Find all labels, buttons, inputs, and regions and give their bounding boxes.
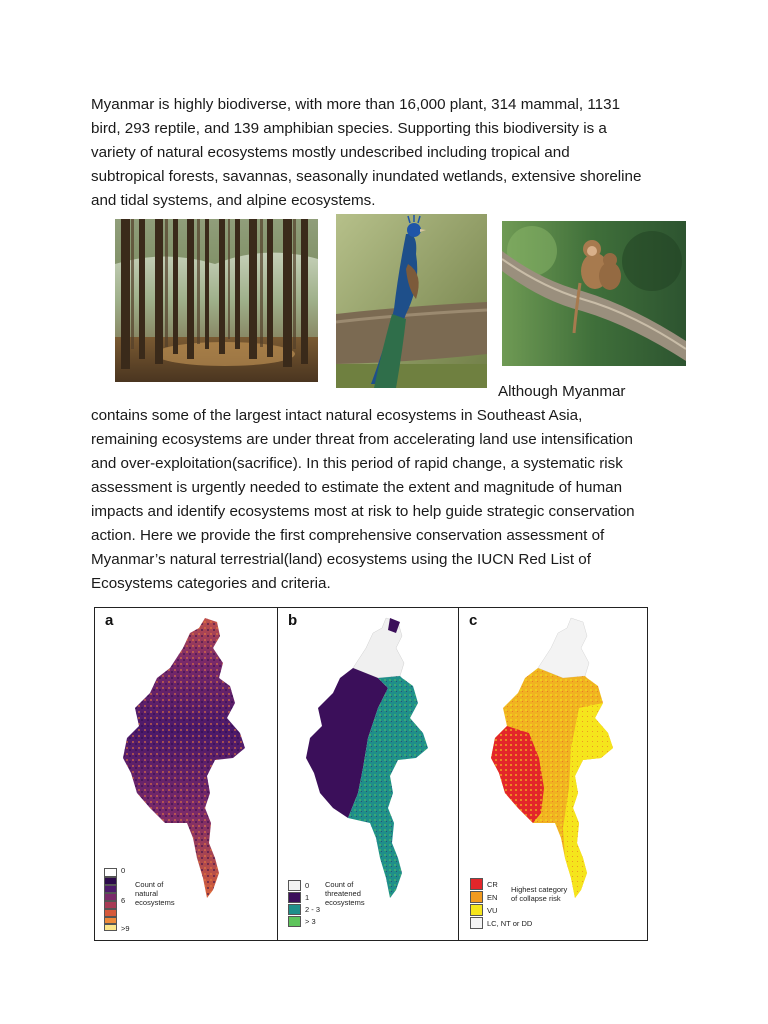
legend-swatch	[104, 924, 117, 931]
text-line: impacts and identify ecosystems most at risk to help guide strategic conservation	[91, 503, 635, 520]
panel-letter-a: a	[105, 612, 114, 629]
paragraph-inline-start: Although Myanmar	[498, 383, 626, 400]
text-line: variety of natural ecosystems mostly undescribed including tropical and	[91, 144, 570, 161]
panel-b-threatened-ecosystems	[278, 608, 459, 940]
intro-paragraph	[91, 93, 691, 213]
threat-paragraph	[91, 404, 691, 596]
legend-swatch	[288, 904, 301, 915]
monkey-photo	[502, 221, 686, 366]
legend-title: ecosystems	[135, 898, 175, 907]
panel-a-natural-ecosystems	[95, 608, 278, 940]
text-line: action. Here we provide the first comprehensive conservation assessment of	[91, 527, 605, 544]
legend-label: >9	[121, 924, 130, 933]
myanmar-map-figure	[94, 607, 648, 941]
legend-label: 0	[305, 881, 310, 890]
text-line: contains some of the largest intact natural ecosystems in Southeast Asia,	[91, 407, 583, 424]
legend-title: ecosystems	[325, 898, 365, 907]
legend-label: 0	[121, 866, 126, 875]
legend-swatch	[288, 916, 301, 927]
panel-letter-b: b	[288, 612, 298, 629]
legend-swatch	[104, 885, 117, 893]
legend-label: 6	[121, 896, 126, 905]
legend-swatch	[104, 877, 117, 885]
legend-label: > 3	[305, 917, 316, 926]
map-a	[95, 608, 277, 939]
legend-swatch	[104, 901, 117, 909]
legend-swatch	[104, 868, 117, 877]
legend-swatch	[470, 878, 483, 890]
forest-photo	[115, 219, 318, 382]
text-line: and over-exploitation(sacrifice). In this period of rapid change, a systematic risk	[91, 455, 623, 472]
text-line: remaining ecosystems are under threat from accelerating land use intensification	[91, 431, 633, 448]
legend-swatch	[288, 880, 301, 891]
text-line: Myanmar is highly biodiverse, with more than 16,000 plant, 314 mammal, 1131	[91, 96, 621, 113]
legend-swatch	[470, 917, 483, 929]
legend-swatch	[288, 892, 301, 903]
text-line: subtropical forests, savannas, seasonally inundated wetlands, extensive shoreline	[91, 168, 642, 185]
text-line: bird, 293 reptile, and 139 amphibian species. Supporting this biodiversity is a	[91, 120, 607, 137]
legend-label: CR	[487, 880, 498, 889]
legend-label: 1	[305, 893, 310, 902]
peacock-photo	[336, 214, 487, 388]
legend-title: of collapse risk	[511, 894, 561, 903]
legend-title: Count of	[325, 880, 354, 889]
legend-swatch	[104, 893, 117, 901]
legend-label: EN	[487, 893, 498, 902]
legend-title: Highest category	[511, 885, 568, 894]
legend-label: LC, NT or DD	[487, 919, 533, 928]
text-line: assessment is urgently needed to estimate the extent and magnitude of human	[91, 479, 623, 496]
legend-swatch	[104, 909, 117, 917]
legend-title: Count of	[135, 880, 164, 889]
legend-label: 2 - 3	[305, 905, 321, 914]
text-line: and tidal systems, and alpine ecosystems.	[91, 192, 376, 209]
legend-label: VU	[487, 906, 498, 915]
panel-c-collapse-risk	[459, 608, 647, 940]
legend-title: threatened	[325, 889, 361, 898]
legend-swatch	[470, 904, 483, 916]
text-line: Ecosystems categories and criteria.	[91, 575, 331, 592]
legend-swatch	[470, 891, 483, 903]
text-line: Myanmar’s natural terrestrial(land) ecosystems using the IUCN Red List of	[91, 551, 591, 568]
legend-swatch	[104, 917, 117, 924]
panel-letter-c: c	[469, 612, 478, 629]
legend-title: natural	[135, 889, 158, 898]
